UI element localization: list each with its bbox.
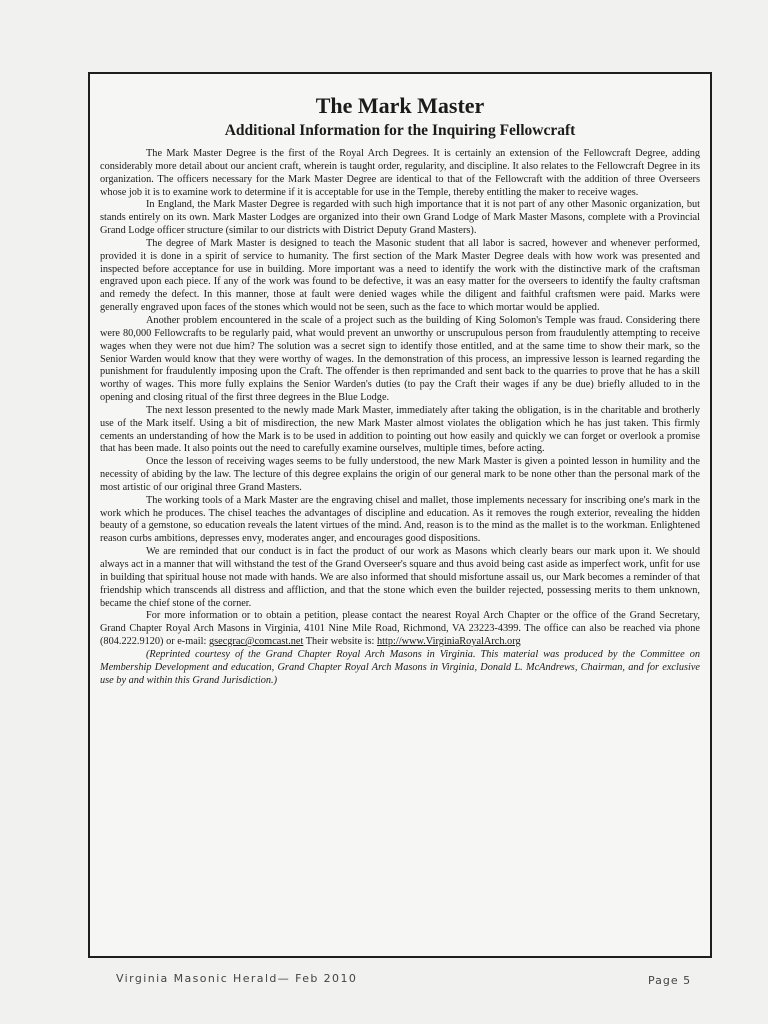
article-frame xyxy=(88,72,712,958)
reprint-note: (Reprinted courtesy of the Grand Chapter Royal Arch Masons in Virginia. This material was produced by the Committee on Membership Development and education, Grand Chapter Royal Arch Masons in Virginia, Donald L. McAndrews, Chairman, and for exclusive use by and within this Grand Jurisdiction.) xyxy=(100,648,700,686)
contact-text: For more information or to obtain a petition, please contact the nearest Royal Arch Chapter or the office of the Grand Secretary, Grand Chapter Royal Arch Masons in Virginia, 4101 Nine Mile Road, Richmond, VA 23223-4399. The office can also be reached via phone (804.222.9120) or e-mail: xyxy=(100,610,700,648)
paragraph: The Mark Master Degree is the first of the Royal Arch Degrees. It is certainly an extension of the Fellowcraft Degree, adding considerably more detail about our ancient craft, wherein is taught order, regularity, and discipline. It also relates to the Fellowcraft Degree in its organization. The officers necessary for the Mark Master Degree are identical to that of the Fellowcraft with the addition of three Overseers whose job it is to examine work to determine if it is acceptable for use in the Temple, thereby entitling the maker to receive wages. xyxy=(100,148,700,198)
paragraph: In England, the Mark Master Degree is regarded with such high importance that it is not part of any other Masonic organization, but stands entirely on its own. Mark Master Lodges are organized into their own Grand Lodge of Mark Master Masons, complete with a Provincial Grand Lodge officer structure (similar to our districts with District Deputy Grand Masters). xyxy=(100,199,700,237)
paragraph: The next lesson presented to the newly made Mark Master, immediately after taking the obligation, is in the charitable and brotherly use of the Mark itself. Using a bit of misdirection, the new Mark Master almost violates the obligation which he has just taken. This firmly cements an understanding of how the Mark is to be used in addition to pointing out how easily and quickly we can forget or overlook a promise that has been made. It also points out the need to carefully examine ourselves, multiple times, before acting. xyxy=(100,404,700,455)
paragraph: Another problem encountered in the scale of a project such as the building of King Solomon's Temple was fraud. Considering there were 80,000 Fellowcrafts to be regularly paid, what would prevent an unworthy or unscrupulous person from fraudulently attempting to receive wages when they were not due him? The solution was a secret sign to identify those entitled, and at the same time to show their mark, so the Senior Warden would know that they were worthy of wages. In the demonstration of this process, an impressive lesson is learned regarding the punishment for fraudulently imposing upon the Craft. The offender is then reprimanded and sent back to the quarries to prove that he has a skill worthy of wages. This more fully explains the Senior Warden's duties (to pay the Craft their wages if any be due) briefly alluded to in the opening and closing ritual of the first three degrees in the Blue Lodge. xyxy=(100,314,700,404)
paragraph: We are reminded that our conduct is in fact the product of our work as Masons which clearly bears our mark upon it. We should always act in a manner that will withstand the test of the Grand Overseer's square and thus avoid being cast aside as imperfect work, unfit for use in building that spiritual house not made with hands. We are also informed that should misfortune assail us, our Mark becomes a reminder of that friendship which transcends all distress and affliction, and that the stone which even the builder rejected, possessing merits to them unknown, became the chief stone of the corner. xyxy=(100,546,700,609)
website-label: Their website is: xyxy=(305,636,375,648)
article-subtitle: Additional Information for the Inquiring Fellowcraft xyxy=(224,122,576,139)
contact-paragraph xyxy=(100,610,700,649)
paragraph: The working tools of a Mark Master are the engraving chisel and mallet, those implements necessary for inscribing one's mark in the work which he produces. The chisel teaches the advantages of discipline and education. As it removes the rough exterior, revealing the hidden beauty of a gemstone, so education reveals the latent virtues of the mind. And, reason is to the mind as the mallet is to the workman. Enlightened reason curbs ambitions, depresses envy, moderates anger, and encourages good dispositions. xyxy=(100,494,700,545)
website-link[interactable]: http://www.VirginiaRoyalArch.org xyxy=(376,636,521,648)
paragraph: Once the lesson of receiving wages seems to be fully understood, the new Mark Master is given a pointed lesson in humility and the necessity of abiding by the law. The lecture of this degree explains the origin of our general mark to be none other than the personal mark of the most artistic of our original three Grand Masters. xyxy=(100,456,700,493)
article-title: The Mark Master xyxy=(315,93,485,118)
article-body xyxy=(100,148,700,687)
email-link[interactable]: gsecgrac@comcast.net xyxy=(208,636,304,648)
footer-publication: Virginia Masonic Herald— Feb 2010 xyxy=(116,972,358,985)
footer-page-number: Page 5 xyxy=(648,974,692,987)
paragraph: The degree of Mark Master is designed to teach the Masonic student that all labor is sacred, however and whenever performed, provided it is done in a spirit of service to humanity. The first section of the Mark Master Degree deals with how work was presented and inspected before acceptance for use in building. More important was a need to identify the work with the distinctive mark of the craftsman engraved upon each piece. If any of the work was found to be defective, it was an easy matter for the overseers to identify the faulty craftsman and remedy the defect. In this manner, those at fault were denied wages while the diligent and faithful craftsmen were paid. Marks were generally engraved upon faces of the stones which would not be seen, such as the face to which mortar would be applied. xyxy=(100,237,700,314)
